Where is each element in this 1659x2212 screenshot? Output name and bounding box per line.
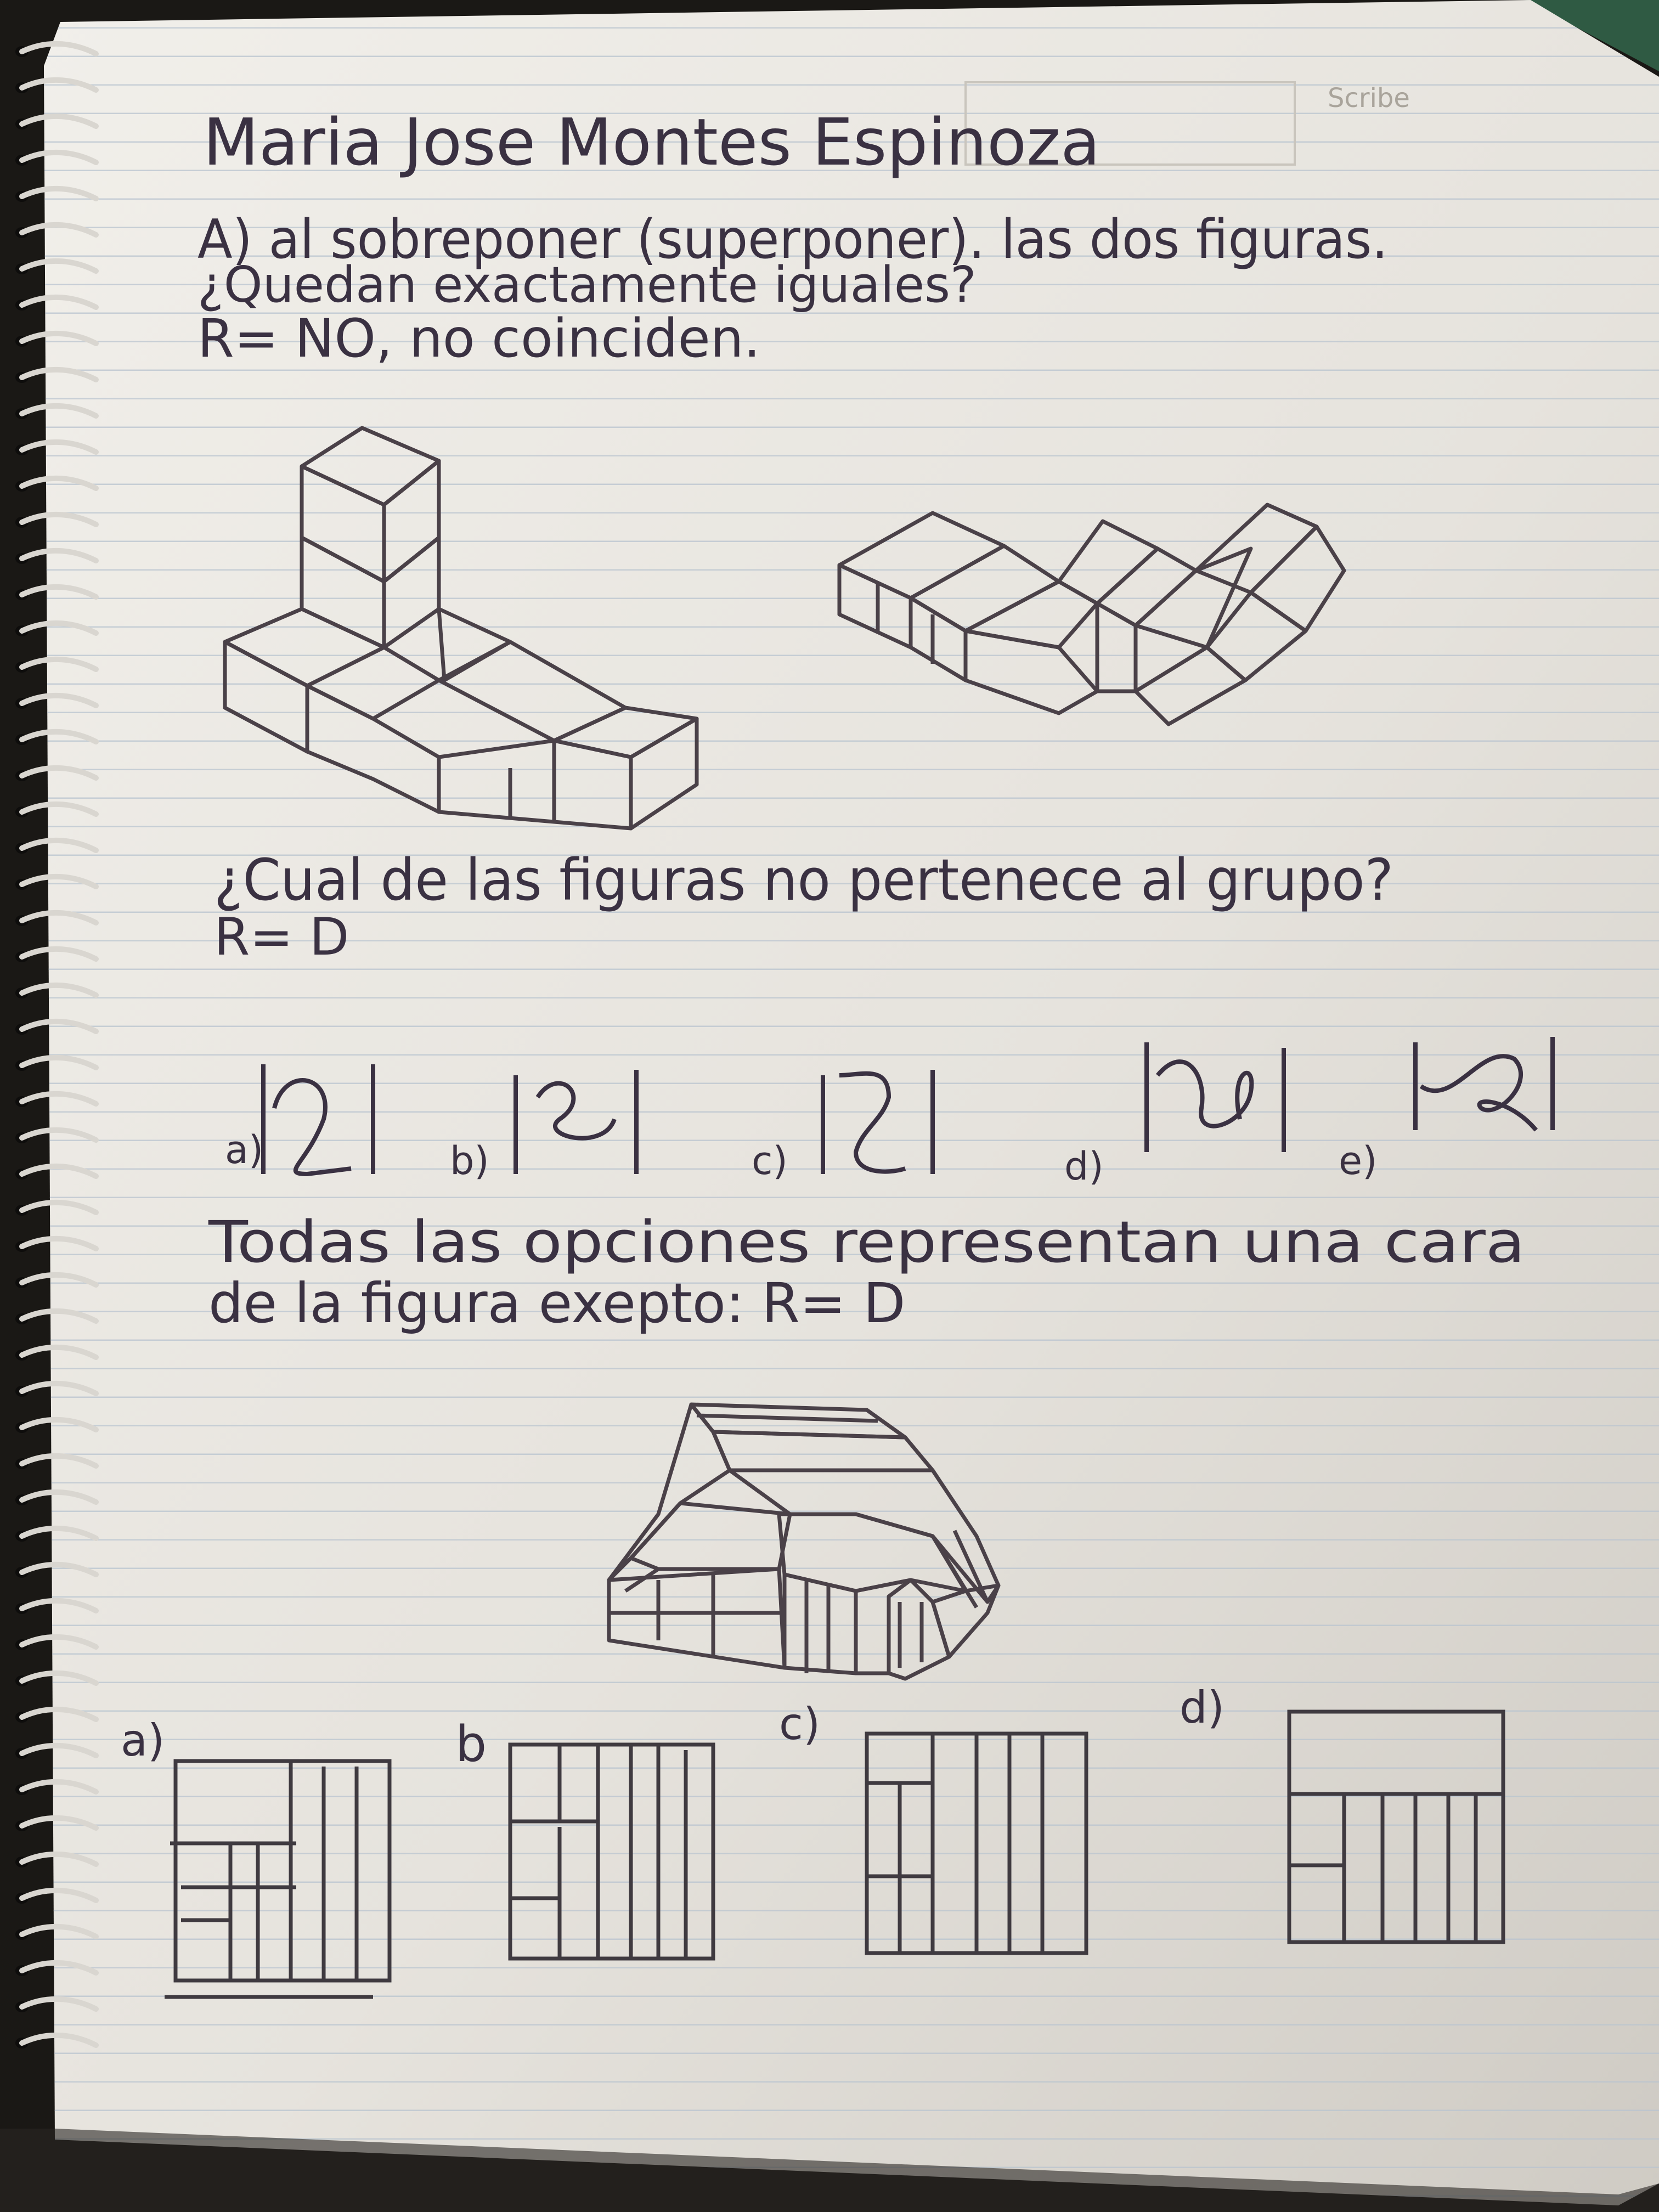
q3-option-label-d: d) (1180, 1682, 1224, 1733)
q1-prompt-line2: ¿Quedan exactamente iguales? (198, 256, 977, 314)
q2-answer: R= D (214, 907, 349, 967)
q1-answer: R= NO, no coinciden. (198, 308, 760, 369)
q3-prompt-line2: de la figura exepto: R= D (208, 1271, 906, 1335)
student-name: Maria Jose Montes Espinoza (203, 104, 1101, 180)
q2-option-label-e: e) (1339, 1138, 1378, 1183)
q2-option-label-c: c) (752, 1138, 788, 1183)
q2-option-label-a: a) (225, 1127, 264, 1172)
q1-prompt-line1: A) al sobreponer (superponer). las dos figuras. (198, 208, 1388, 271)
q2-prompt: ¿Cual de las figuras no pertenece al grupo? (214, 847, 1393, 913)
q3-option-label-b: b (455, 1716, 487, 1773)
q3-prompt-line1: Todas las opciones representan una cara (207, 1209, 1525, 1276)
q2-option-label-d: d) (1064, 1144, 1104, 1189)
q3-option-label-c: c) (779, 1699, 821, 1750)
brand-label: Scribe (1328, 83, 1410, 114)
q3-option-label-a: a) (121, 1715, 165, 1766)
q2-option-label-b: b) (450, 1138, 489, 1183)
